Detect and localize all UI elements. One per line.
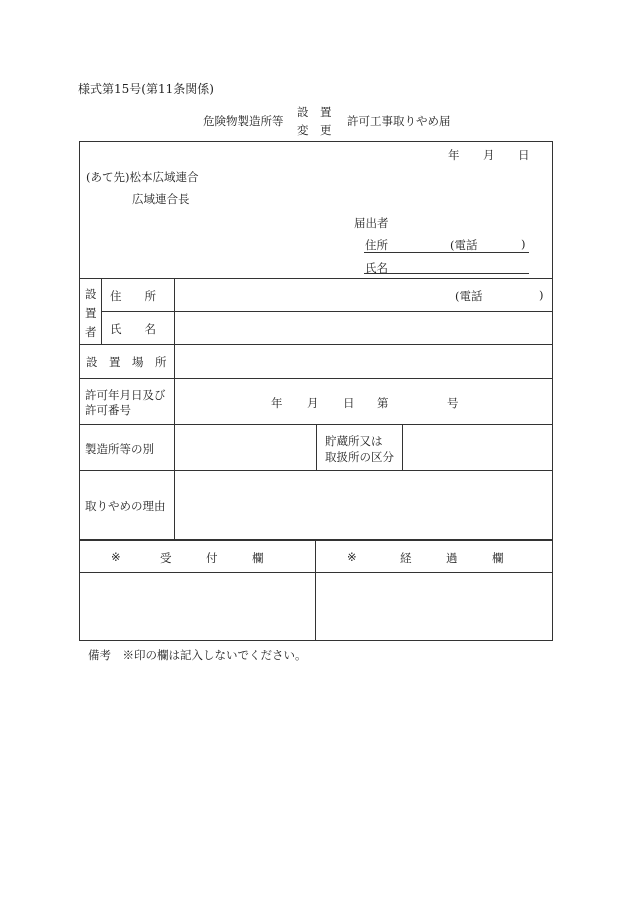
row-divider (101, 311, 553, 312)
reason-label: 取りやめの理由 (85, 499, 166, 513)
reception-mark: ※ (111, 550, 121, 564)
facility-type-label: 製造所等の別 (85, 442, 154, 456)
col-divider (315, 539, 316, 641)
form-number: 様式第15号(第11条関係) (78, 82, 214, 96)
col-divider (402, 424, 403, 470)
row-divider (79, 572, 553, 573)
addressee-line2: 広域連合長 (132, 192, 190, 206)
notifier-phone-close: ) (521, 237, 526, 251)
installer-group-char-2: 置 (85, 306, 97, 320)
reason-field[interactable] (176, 472, 552, 538)
date-month: 月 (483, 148, 495, 162)
notifier-address-label: 住所 (365, 238, 388, 252)
title-prefix: 危険物製造所等 (203, 114, 284, 128)
notifier-phone-label: (電話 (450, 238, 478, 252)
location-label: 設 置 場 所 (86, 355, 167, 369)
notifier-name-field[interactable] (364, 273, 529, 274)
installer-phone-close: ) (539, 288, 544, 302)
permit-year: 年 (271, 396, 283, 410)
permit-number-prefix: 第 (377, 396, 389, 410)
facility-category-field[interactable] (404, 426, 552, 469)
installer-address-label: 住 所 (110, 289, 156, 303)
notifier-label: 届出者 (354, 216, 389, 230)
installer-phone-label: (電話 (455, 289, 483, 303)
row-divider (79, 539, 553, 541)
progress-label: 経 過 欄 (400, 551, 504, 565)
progress-area (317, 574, 552, 640)
installer-group-char-1: 設 (85, 287, 97, 301)
installer-address-field[interactable] (176, 281, 552, 310)
location-field[interactable] (176, 346, 552, 377)
installer-name-label: 氏 名 (110, 322, 156, 336)
title-suffix: 許可工事取りやめ届 (347, 114, 451, 128)
permit-label-line1: 許可年月日及び (85, 388, 166, 402)
facility-category-label-line1: 貯蔵所又は (325, 434, 383, 448)
row-divider (79, 378, 553, 379)
permit-month: 月 (307, 396, 319, 410)
permit-label-line2: 許可番号 (85, 403, 131, 417)
row-divider (79, 344, 553, 345)
date-year: 年 (448, 148, 460, 162)
row-divider (79, 278, 553, 279)
remarks-note: 備考 ※印の欄は記入しないでください。 (88, 648, 307, 662)
permit-day: 日 (343, 396, 355, 410)
row-divider (79, 470, 553, 471)
col-divider (101, 278, 102, 344)
facility-type-field[interactable] (176, 426, 314, 469)
title-option-change: 変 更 (297, 123, 332, 137)
title-option-install: 設 置 (297, 105, 332, 119)
date-day: 日 (518, 148, 530, 162)
col-divider (174, 278, 175, 539)
addressee-line1: (あて先)松本広域連合 (86, 170, 199, 184)
reception-label: 受 付 欄 (160, 551, 264, 565)
installer-name-field[interactable] (176, 313, 552, 343)
reception-area (81, 574, 314, 640)
col-divider (316, 424, 317, 470)
progress-mark: ※ (347, 550, 357, 564)
facility-category-label-line2: 取扱所の区分 (325, 450, 394, 464)
permit-number-suffix: 号 (447, 396, 459, 410)
notifier-name-label: 氏名 (365, 261, 388, 275)
installer-group-char-3: 者 (85, 325, 97, 339)
notifier-address-field[interactable] (364, 252, 529, 253)
